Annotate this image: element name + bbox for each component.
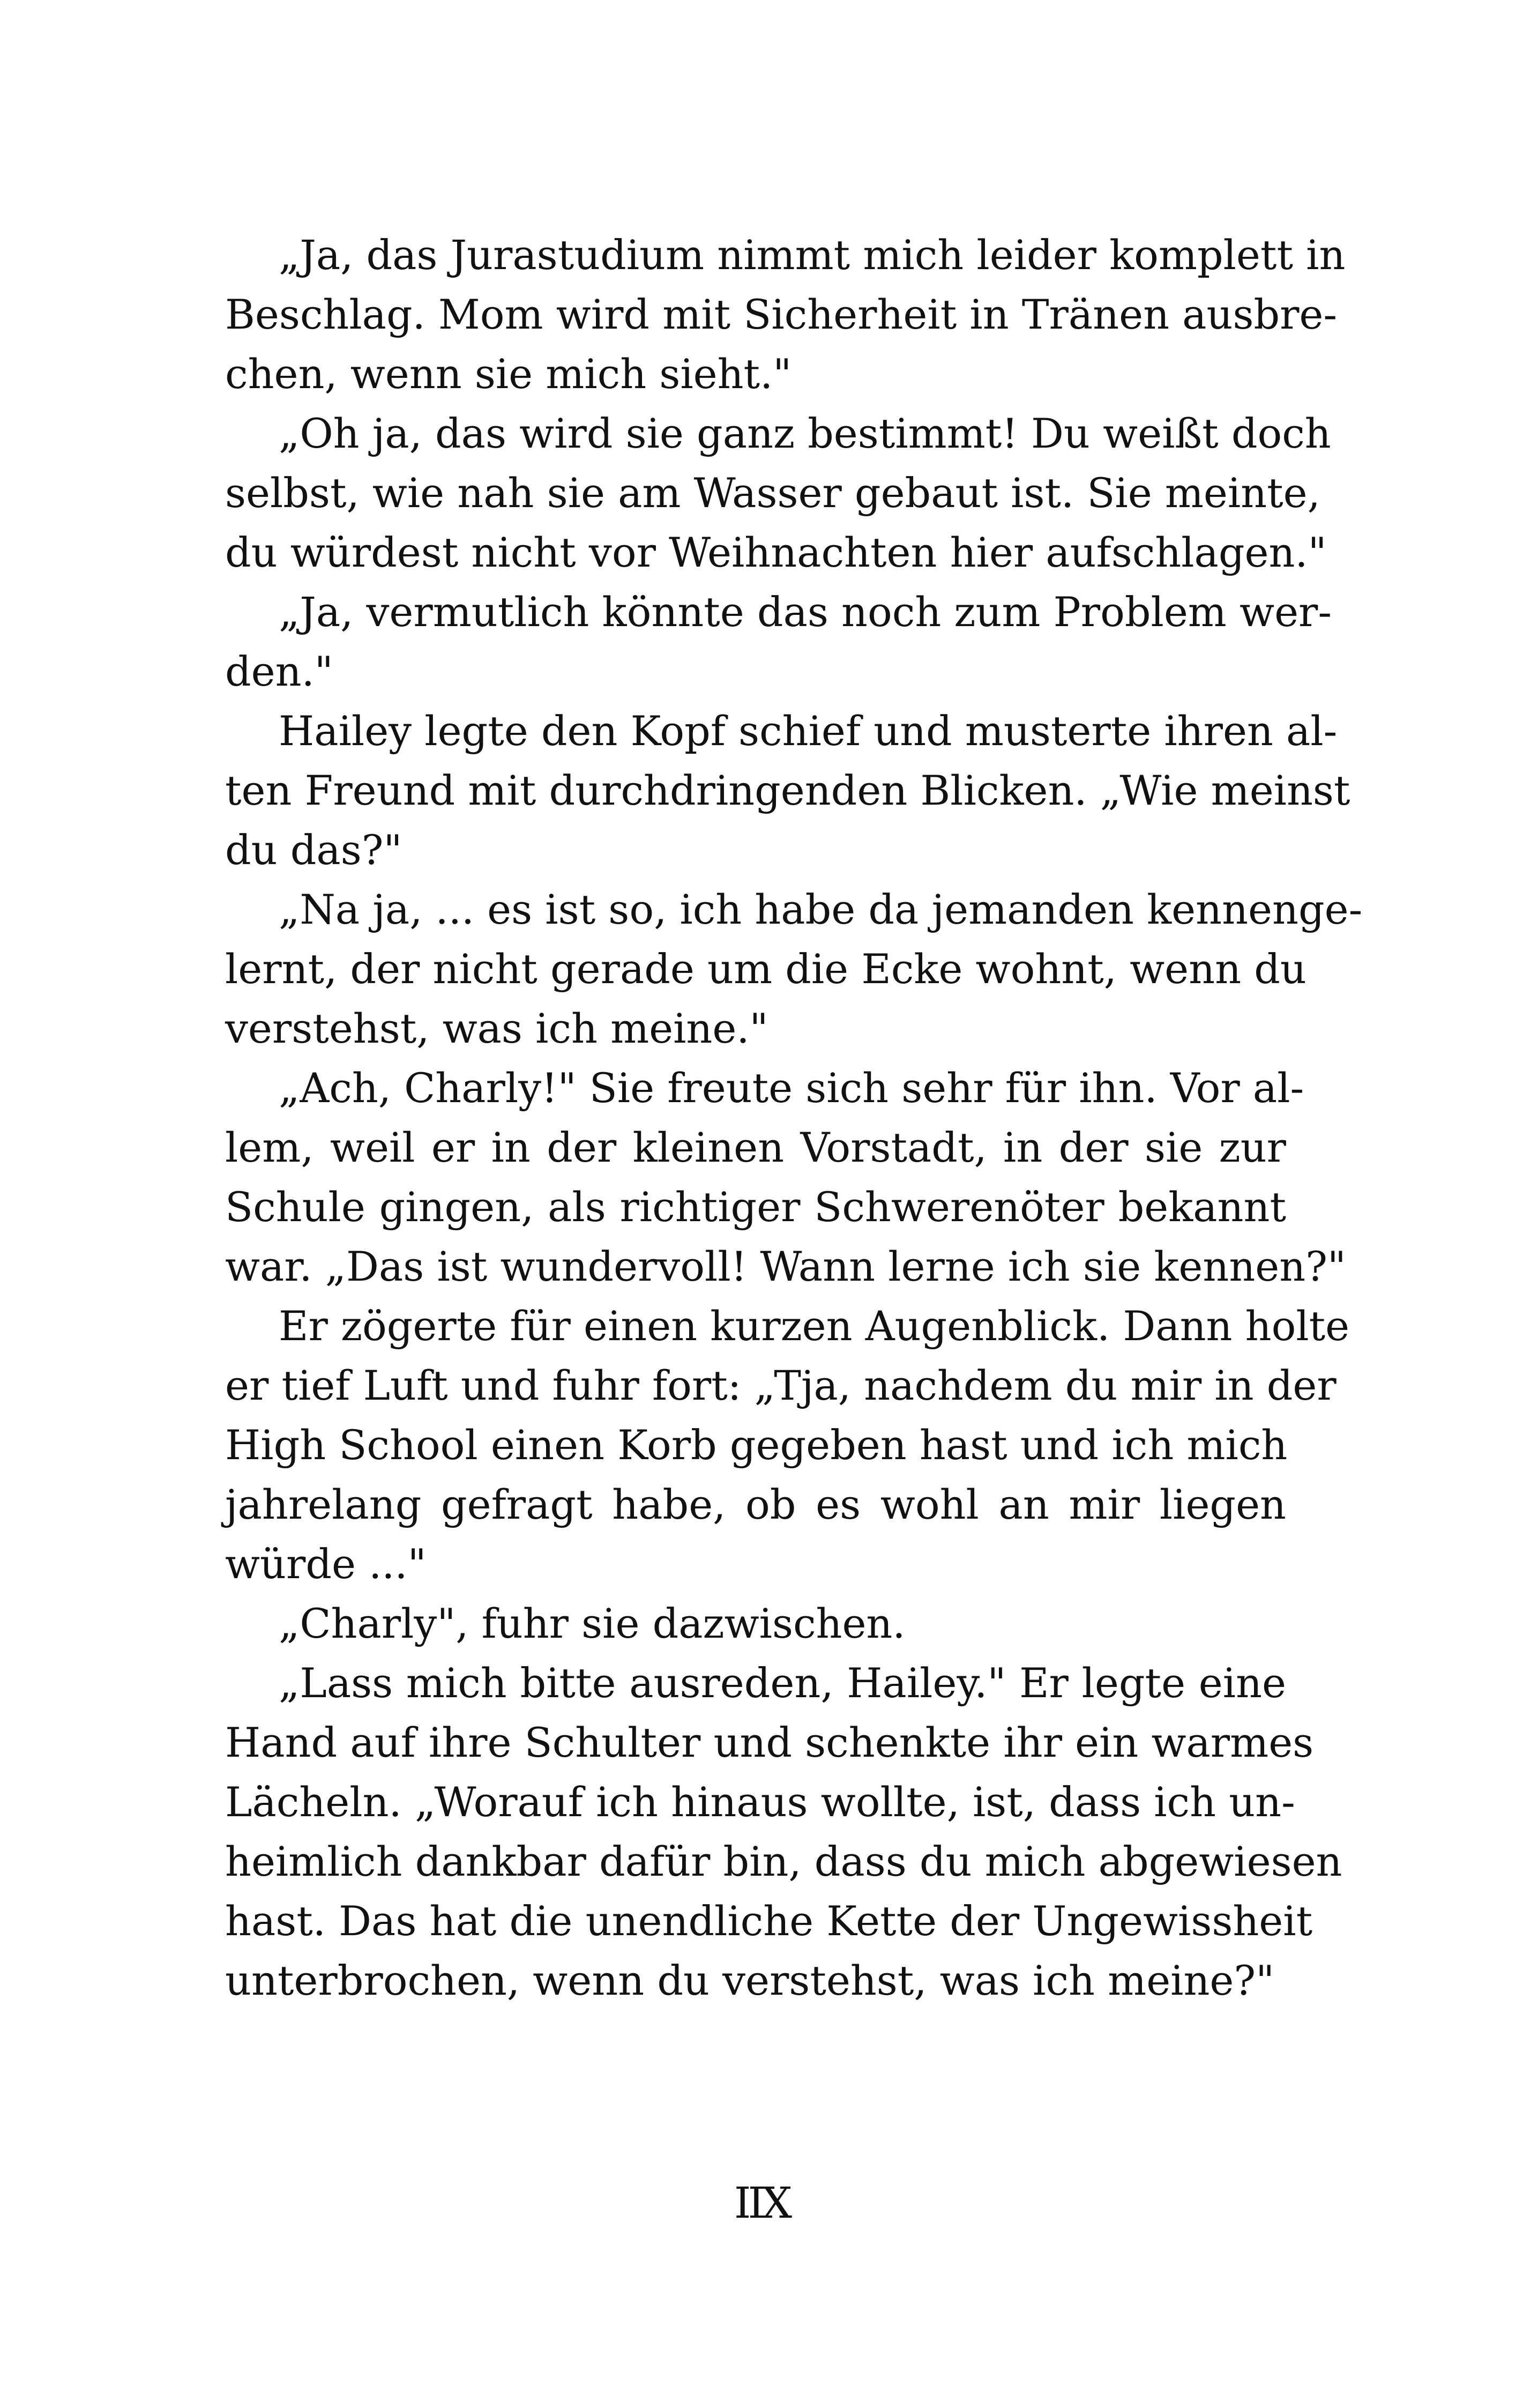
paragraph (225, 880, 1363, 1058)
paragraph (225, 225, 1346, 404)
paragraph (225, 701, 1350, 880)
text-line: du würdest nicht vor Weihnachten hier aufschlagen." (225, 529, 1327, 576)
text-line: High School einen Korb gegeben hast und ich mich (225, 1421, 1288, 1469)
text-line: Hand auf ihre Schulter und schenkte ihr ein warmes (225, 1719, 1314, 1766)
paragraph (225, 1058, 1346, 1296)
text-line: „Na ja, ... es ist so, ich habe da jemanden kennenge- (279, 886, 1363, 933)
text-line: lernt, der nicht gerade um die Ecke wohnt, wenn du (225, 945, 1307, 993)
paragraph (225, 1296, 1350, 1594)
text-line: ten Freund mit durchdringenden Blicken. „Wie meinst (225, 767, 1350, 814)
page-number: IIX (734, 2178, 789, 2228)
body-text (225, 225, 1363, 2010)
text-line: du das?" (225, 826, 402, 874)
paragraph (225, 1594, 1286, 1653)
text-line: chen, wenn sie mich sieht." (225, 350, 792, 398)
text-line: selbst, wie nah sie am Wasser gebaut ist. Sie meinte, (225, 469, 1320, 517)
text-line: hast. Das hat die unendliche Kette der Ungewissheit (225, 1897, 1313, 1945)
text-line: lem, weil er in der kleinen Vorstadt, in der sie zur (225, 1124, 1286, 1171)
text-line: heimlich dankbar dafür bin, dass du mich abgewiesen (225, 1838, 1342, 1885)
text-line: „Charly", fuhr sie dazwischen. (279, 1600, 906, 1647)
text-line: er tief Luft und fuhr fort: „Tja, nachdem du mir in der (225, 1362, 1337, 1409)
paragraph (225, 582, 1332, 701)
text-line: Er zögerte für einen kurzen Augenblick. Dann holte (279, 1302, 1350, 1350)
text-line: unterbrochen, wenn du verstehst, was ich meine?" (225, 1957, 1275, 2004)
text-line: Lächeln. „Worauf ich hinaus wollte, ist, dass ich un- (225, 1778, 1295, 1826)
text-line: war. „Das ist wundervoll! Wann lerne ich sie kennen?" (225, 1243, 1346, 1290)
text-line: den." (225, 648, 333, 695)
text-line: „Oh ja, das wird sie ganz bestimmt! Du weißt doch (279, 410, 1331, 457)
text-line: Schule gingen, als richtiger Schwerenöter bekannt (225, 1183, 1286, 1231)
text-line: jahrelang gefragt habe, ob es wohl an mir liegen (225, 1481, 1286, 1528)
text-line: Beschlag. Mom wird mit Sicherheit in Tränen ausbre- (225, 291, 1338, 338)
text-line: „Ja, vermutlich könnte das noch zum Problem wer- (279, 588, 1332, 636)
paragraph (225, 404, 1331, 582)
text-line: würde ..." (225, 1540, 427, 1588)
paragraph (225, 1653, 1342, 2010)
text-line: Hailey legte den Kopf schief und musterte ihren al- (279, 707, 1338, 755)
text-line: „Ach, Charly!" Sie freute sich sehr für ihn. Vor al- (279, 1064, 1304, 1112)
text-line: „Ja, das Jurastudium nimmt mich leider komplett in (279, 231, 1346, 279)
text-line: „Lass mich bitte ausreden, Hailey." Er legte eine (279, 1659, 1286, 1707)
text-line: verstehst, was ich meine." (225, 1005, 768, 1052)
